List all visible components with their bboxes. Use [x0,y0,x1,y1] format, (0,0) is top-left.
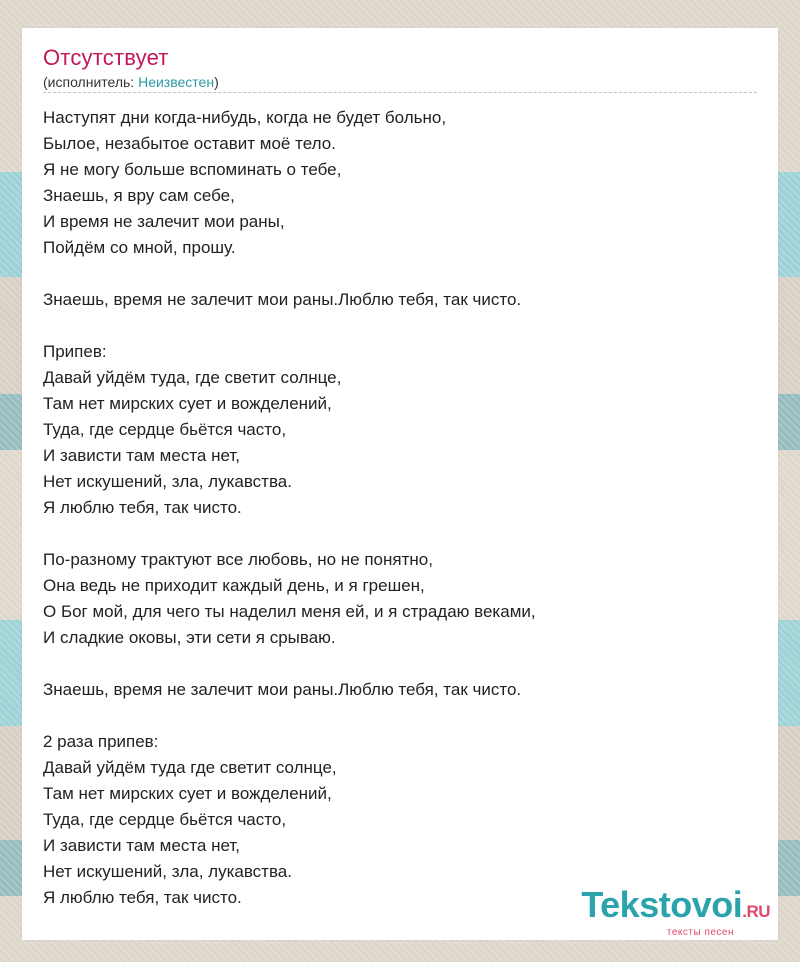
logo-tagline: тексты песен [666,927,734,938]
artist-link[interactable]: Неизвестен [138,74,215,90]
song-title: Отсутствует [43,45,169,70]
lyrics-text: Наступят дни когда-нибудь, когда не будет больно, Былое, незабытое оставит моё тело. Я не могу больше вспоминать о тебе, Знаешь, я вру сам себе, И время не залечит мои раны, Пойдём со мной, прошу. Знаешь, время не залечит мои раны.Люблю тебя, так чисто. Припев: Давай уйдём туда, где светит солнце, Там нет мирских сует и вожделений, Туда, где сердце бьётся часто, И зависти там места нет, Нет искушений, зла, лукавства. Я люблю тебя, так чисто. По-разному трактуют все любовь, но не понятно, Она ведь не приходит каждый день, и я грешен, О Бог мой, для чего ты наделил меня ей, и я страдаю веками, И сладкие оковы, эти сети я срываю. Знаешь, время не залечит мои раны.Люблю тебя, так чисто. 2 раза припев: Давай уйдём туда где светит солнце, Там нет мирских сует и вожделений, Туда, где сердце бьётся часто, И зависти там места нет, Нет искушений, зла, лукавства. Я люблю тебя, так чисто. [43,108,536,907]
artist-suffix: ) [214,74,219,90]
logo-name: Tekstovoi [581,884,743,925]
lyrics-card [22,28,778,940]
logo-wordmark [581,886,770,931]
artist-prefix: (исполнитель: [43,74,139,90]
title-divider [43,92,757,93]
logo-tld: .RU [742,902,770,921]
site-logo[interactable] [581,886,770,938]
artist-line [43,74,219,90]
